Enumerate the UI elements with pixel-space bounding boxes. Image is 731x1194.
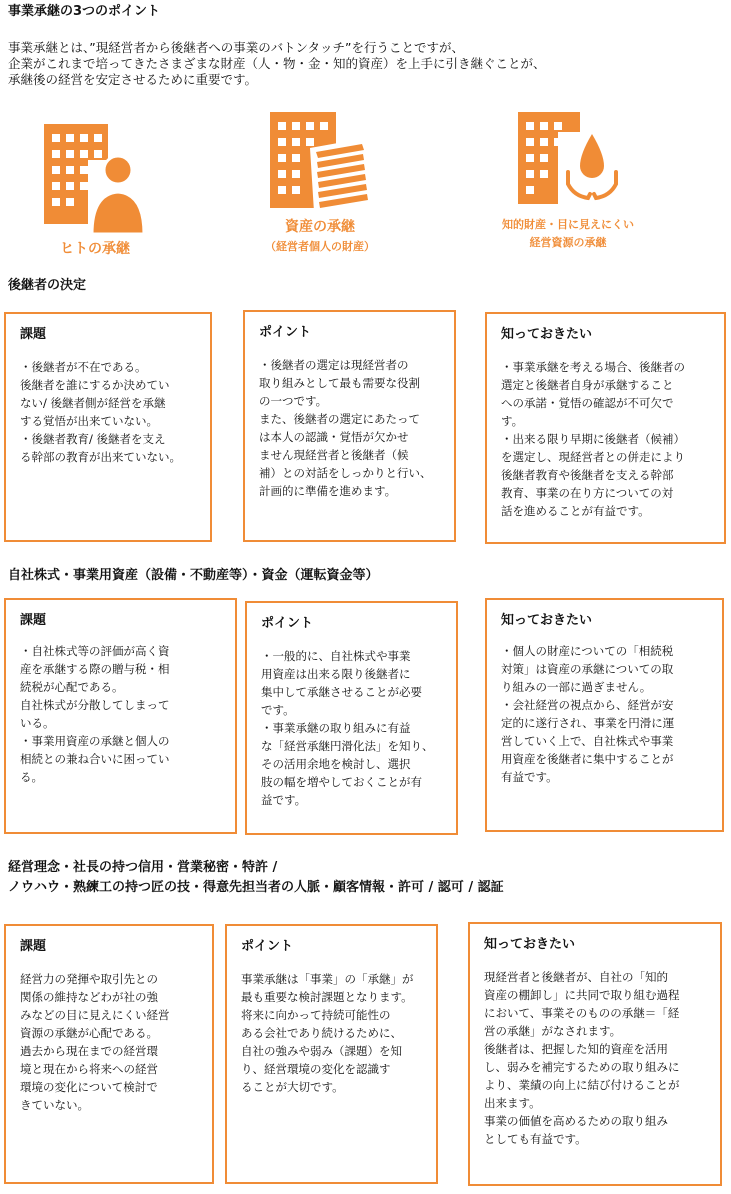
section3-heading-line2: ノウハウ・熟練工の持つ匠の技・得意先担当者の人脈・顧客情報・許可 / 認可 / 認証 — [8, 880, 504, 895]
card-line: としても有益です。 — [484, 1132, 587, 1146]
card-line: ・事業承継を考える場合、後継者の — [501, 360, 685, 374]
card-line: 産を承継する際の贈与税・相 — [20, 662, 170, 676]
card-title: 課題 — [20, 327, 47, 342]
card-body — [484, 968, 712, 1148]
card-body — [20, 642, 227, 786]
section1-heading: 後継者の決定 — [8, 278, 87, 293]
card-line: 自社の強みや弱み（課題）を知 — [241, 1044, 402, 1058]
card-line: 対策」は資産の承継についての取 — [501, 662, 674, 676]
card-line: ・後継者教育/ 後継者を支え — [20, 432, 166, 446]
building-hand-drop-icon — [518, 112, 618, 212]
card-line: 補）との対話をしっかりと行い、 — [259, 466, 432, 480]
card-line: 益です。 — [261, 793, 307, 807]
card-line: ・後継者の選定は現経営者の — [259, 358, 409, 372]
section3-card-point — [225, 924, 438, 1184]
card-body — [501, 358, 716, 520]
card-line: す。 — [501, 414, 524, 428]
card-body — [20, 970, 204, 1114]
card-title: ポイント — [259, 325, 312, 340]
card-line: 資産の棚卸し」に共同で取り組む過程 — [484, 988, 680, 1002]
card-line: 後継者を誰にするか決めてい — [20, 378, 170, 392]
building-person-icon — [44, 124, 144, 236]
card-title: 知っておきたい — [501, 327, 593, 342]
section2-card-issue — [4, 598, 237, 834]
card-line: 事業の価値を高めるための取り組み — [484, 1114, 668, 1128]
card-line: への承諾・覚悟の確認が不可欠で — [501, 396, 674, 410]
intellectual-label-line2: 経営資源の承継 — [529, 236, 607, 249]
section3-card-knowledge — [468, 922, 722, 1186]
card-title: 知っておきたい — [484, 937, 576, 952]
card-line: いる。 — [20, 716, 55, 730]
card-line: 後継者は、把握した知的資産を活用 — [484, 1042, 668, 1056]
card-line: 相続との兼ね合いに困ってい — [20, 752, 170, 766]
card-line: ることが大切です。 — [241, 1080, 344, 1094]
section1-card-issue — [4, 312, 212, 542]
card-line: ・出来る限り早期に後継者（候補） — [501, 432, 685, 446]
card-body — [501, 642, 714, 786]
card-line: 将来に向かって持続可能性の — [241, 1008, 391, 1022]
card-line: 用資産を後継者に集中することが — [501, 752, 674, 766]
card-line: り、経営環境の変化を認識す — [241, 1062, 391, 1076]
card-line: 現経営者と後継者が、自社の「知的 — [484, 970, 668, 984]
card-line: 話を進めることが有益です。 — [501, 504, 650, 518]
card-line: ない/ 後継者側が経営を承継 — [20, 396, 166, 410]
card-line: 資源の承継が心配である。 — [20, 1026, 158, 1040]
card-title: 課題 — [20, 939, 47, 954]
card-body — [261, 647, 448, 809]
card-line: 営していく上で、自社株式や事業 — [501, 734, 674, 748]
section3-card-issue — [4, 924, 214, 1184]
building-document-stack-icon — [270, 112, 370, 212]
card-line: 環境の変化について検討で — [20, 1080, 158, 1094]
card-line: 教育、事業の在り方についての対 — [501, 486, 674, 500]
card-line: きていない。 — [20, 1098, 89, 1112]
card-line: 境と現在から将来への経営 — [20, 1062, 158, 1076]
intellectual-label-line1: 知的財産・目に見えにくい — [502, 218, 634, 231]
card-line: 集中して承継させることが必要 — [261, 685, 422, 699]
card-line: ある会社であり続けるために、 — [241, 1026, 402, 1040]
card-line: 出来ます。 — [484, 1096, 541, 1110]
card-line: 計画的に準備を進めます。 — [259, 484, 397, 498]
card-line: みなどの目に見えにくい経営 — [20, 1008, 170, 1022]
card-body — [259, 356, 446, 500]
section2-heading: 自社株式・事業用資産（設備・不動産等）・資金（運転資金等） — [8, 568, 379, 583]
card-body — [241, 970, 428, 1096]
card-title: ポイント — [241, 939, 294, 954]
page-title: 事業承継の3つのポイント — [8, 4, 161, 19]
intro-text — [8, 40, 546, 88]
card-body — [20, 358, 202, 466]
assets-label: 資産の承継 — [285, 219, 355, 235]
section3-heading-line1: 経営理念・社長の持つ信用・営業秘密・特許 / — [8, 860, 278, 875]
people-label: ヒトの承継 — [60, 241, 130, 257]
section1-card-point — [243, 310, 456, 542]
card-line: ・後継者が不在である。 — [20, 360, 147, 374]
section2-card-knowledge — [485, 598, 724, 832]
card-line: る。 — [20, 770, 43, 784]
card-line: 経営力の発揮や取引先との — [20, 972, 158, 986]
card-line: な「経営承継円滑化法」を知り、 — [261, 739, 434, 753]
card-line: 最も重要な検討課題となります。 — [241, 990, 413, 1004]
card-line: です。 — [261, 703, 295, 717]
card-title: ポイント — [261, 616, 314, 631]
card-line: 過去から現在までの経営環 — [20, 1044, 158, 1058]
card-line: る幹部の教育が出来ていない。 — [20, 450, 181, 464]
card-line: ・一般的に、自社株式や事業 — [261, 649, 411, 663]
card-line: 続税が心配である。 — [20, 680, 124, 694]
card-line: ・事業承継の取り組みに有益 — [261, 721, 411, 735]
card-line: 営の承継」がなされます。 — [484, 1024, 622, 1038]
card-line: 取り組みとして最も需要な役割 — [259, 376, 420, 390]
card-line: の一つです。 — [259, 394, 328, 408]
card-line: ・会社経営の視点から、経営が安 — [501, 698, 674, 712]
card-line: 後継者教育や後継者を支える幹部 — [501, 468, 674, 482]
card-line: ません現経営者と後継者（候 — [259, 448, 409, 462]
card-line: ・自社株式等の評価が高く資 — [20, 644, 170, 658]
card-line: 関係の維持などわが社の強 — [20, 990, 158, 1004]
card-line: を選定し、現経営者との併走により — [501, 450, 685, 464]
intro-line: 事業承継とは、”現経営者から後継者への事業のバトンタッチ”を行うことですが、 — [8, 40, 464, 55]
card-line: 有益です。 — [501, 770, 558, 784]
card-line: り組みの一部に過ぎません。 — [501, 680, 652, 694]
card-line: し、弱みを補完するための取り組みに — [484, 1060, 680, 1074]
card-line: 定的に遂行され、事業を円滑に運 — [501, 716, 675, 730]
card-title: 課題 — [20, 613, 47, 628]
card-line: ・事業用資産の承継と個人の — [20, 734, 170, 748]
card-line: 自社株式が分散してしまって — [20, 698, 170, 712]
section2-card-point — [245, 601, 458, 835]
intro-line: 承継後の経営を安定させるために重要です。 — [8, 72, 258, 87]
card-line: する覚悟が出来ていない。 — [20, 414, 158, 428]
card-line: 事業承継は「事業」の「承継」が — [241, 972, 414, 986]
card-line: ・個人の財産についての「相続税 — [501, 644, 674, 658]
card-line: において、事業そのものの承継＝「経 — [484, 1006, 680, 1020]
assets-sublabel: （経営者個人の財産） — [265, 240, 375, 253]
card-title: 知っておきたい — [501, 613, 593, 628]
card-line: より、業績の向上に結び付けることが — [484, 1078, 680, 1092]
intro-line: 企業がこれまで培ってきたさまざまな財産（人・物・金・知的資産）を上手に引き継ぐことが、 — [8, 56, 546, 71]
card-line: 用資産は出来る限り後継者に — [261, 667, 411, 681]
card-line: 選定と後継者自身が承継すること — [501, 378, 674, 392]
card-line: は本人の認識・覚悟が欠かせ — [259, 430, 409, 444]
card-line: また、後継者の選定にあたって — [259, 412, 420, 426]
card-line: その活用余地を検討し、選択 — [261, 757, 411, 771]
section1-card-knowledge — [485, 312, 726, 544]
card-line: 肢の幅を増やしておくことが有 — [261, 775, 422, 789]
